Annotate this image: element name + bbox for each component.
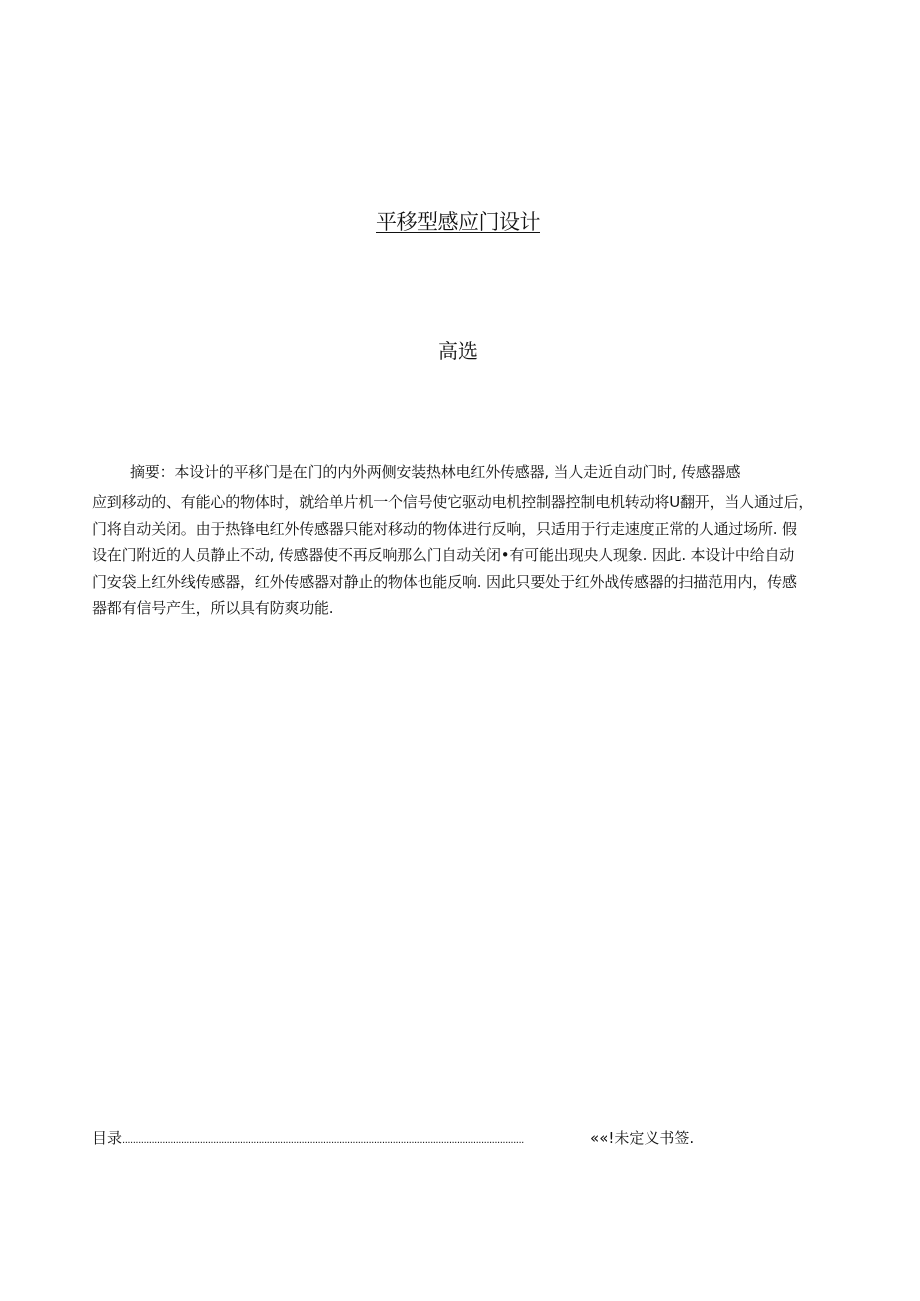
author-name: 高选 xyxy=(438,339,478,363)
abstract-line: 设在门附近的人员静止不动, 传感器使不再反响那么门自动关闭•有可能出现央人现象. 因此. 本设计中给自动 xyxy=(92,546,795,565)
toc-leader-dots: ...................................................................................................................................................... xyxy=(122,1135,524,1146)
abstract-line: 门将自动关闭。由于热锋电红外传感器只能对移动的物体进行反响，只适用于行走速度正常的人通过场所. 假 xyxy=(92,519,797,538)
abstract-line: 门安袋上红外线传感器，红外传感器对静止的物体也能反响. 因此只要处于红外战传感器的扫描范用内，传感 xyxy=(92,572,797,591)
toc-label: 目录 xyxy=(92,1129,123,1147)
abstract-line: 器都有信号产生，所以具有防爽功能. xyxy=(92,599,334,618)
abstract-line: 应到移动的、有能心的物体时，就给单片机一个信号使它驱动电机控制器控制电机转动将U翻开，当人通过后， xyxy=(92,493,814,512)
toc-error-text: ««!未定义书签. xyxy=(590,1129,695,1147)
abstract-paragraph xyxy=(92,459,828,621)
table-of-contents-entry[interactable] xyxy=(92,1128,828,1151)
abstract-line: 摘要：本设计的平移门是在门的内外两侧安装热林电红外传感器, 当人走近自动门时, 传感器感 xyxy=(130,463,741,481)
document-title: 平移型感应门设计 xyxy=(376,210,540,234)
